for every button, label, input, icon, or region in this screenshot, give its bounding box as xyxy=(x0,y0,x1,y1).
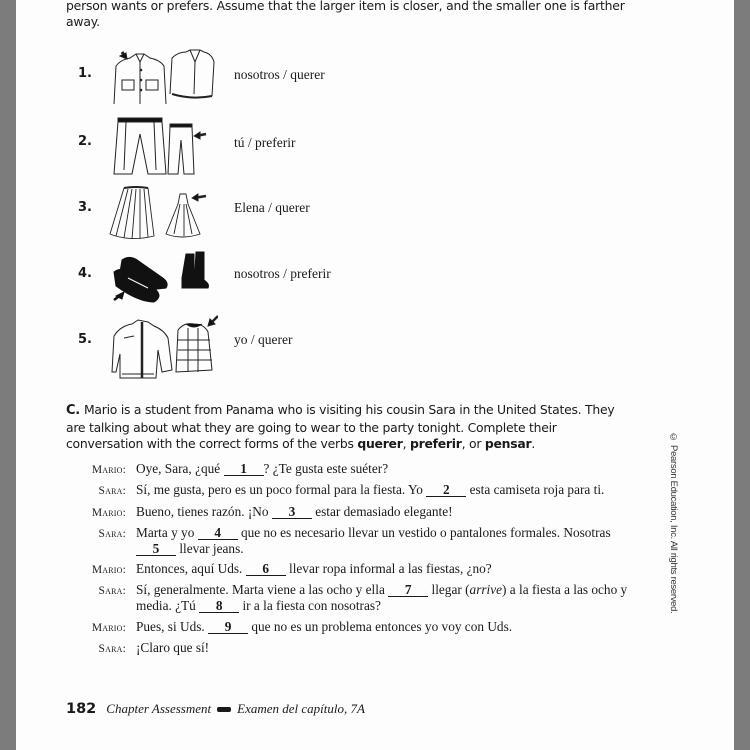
answer-blank-5[interactable]: 5 xyxy=(136,542,176,556)
exercise-item-2 xyxy=(16,112,616,172)
answer-blank-8[interactable]: 8 xyxy=(199,599,239,613)
page-number: 182 xyxy=(66,701,97,717)
gloss: arrive xyxy=(469,582,503,598)
speaker-label: Sara: xyxy=(98,485,126,498)
dialog-text xyxy=(136,504,642,521)
section-letter: C. xyxy=(66,403,80,418)
page-footer xyxy=(66,701,365,717)
text: ) a la fiesta a las ocho y media. ¿Tú xyxy=(136,582,628,614)
text: Sí, generalmente. Marta viene a las ocho y ella xyxy=(136,582,389,598)
shirt-and-vest-icon xyxy=(108,44,218,106)
speaker-label: Mario: xyxy=(91,564,126,577)
speaker-label: Sara: xyxy=(98,585,126,598)
exercise-item-5 xyxy=(16,312,616,372)
speaker-label: Sara: xyxy=(98,643,126,656)
dialog xyxy=(82,461,642,661)
speaker-label: Sara: xyxy=(98,527,126,540)
item-number: 2. xyxy=(78,134,92,149)
answer-blank-6[interactable]: 6 xyxy=(246,562,286,576)
answer-blank-3[interactable]: 3 xyxy=(272,505,312,519)
period: . xyxy=(531,436,536,451)
text: llevar ropa informal a las fiestas, ¿no? xyxy=(285,561,492,577)
answer-blank-2[interactable]: 2 xyxy=(426,483,466,497)
text: Oye, Sara, ¿qué xyxy=(136,461,224,476)
verb-querer: querer xyxy=(357,436,403,451)
chapter-title-en: Chapter Assessment xyxy=(106,701,212,716)
item-prompt: nosotros / querer xyxy=(234,67,325,82)
item-number: 4. xyxy=(78,266,92,281)
text: que no es un problema entonces yo voy con Uds. xyxy=(248,618,513,634)
dialog-text xyxy=(136,482,642,499)
dialog-text xyxy=(136,525,642,557)
item-prompt: yo / querer xyxy=(234,332,293,347)
chapter-title-es: Examen del capítulo, 7A xyxy=(237,701,365,716)
item-prompt: tú / preferir xyxy=(234,135,296,150)
dialog-text xyxy=(136,619,642,636)
item-prompt: Elena / querer xyxy=(234,200,310,215)
workbook-page xyxy=(16,0,734,750)
answer-blank-1[interactable]: 1 xyxy=(224,462,264,476)
exercise-item-3 xyxy=(16,180,616,240)
separator: , xyxy=(402,436,410,451)
text: Pues, si Uds. xyxy=(136,618,209,634)
dialog-text xyxy=(136,640,642,657)
text: llegar ( xyxy=(428,582,470,598)
dialog-line xyxy=(82,619,642,636)
dialog-line xyxy=(82,525,642,557)
separator: , or xyxy=(461,436,485,451)
separator-bar xyxy=(217,707,231,712)
item-number: 3. xyxy=(78,200,92,215)
item-prompt: nosotros / preferir xyxy=(234,266,331,281)
speaker-label: Mario: xyxy=(91,464,126,476)
jacket-and-coat-icon xyxy=(108,314,218,376)
dialog-text xyxy=(136,461,642,478)
shoes-and-boots-icon xyxy=(108,250,218,312)
speaker-label: Mario: xyxy=(91,506,126,519)
exercise-item-4 xyxy=(16,246,616,306)
speaker-label: Mario: xyxy=(91,621,126,634)
verb-preferir: preferir xyxy=(409,436,462,451)
dialog-line xyxy=(82,561,642,578)
answer-blank-9[interactable]: 9 xyxy=(208,620,248,634)
dialog-line xyxy=(82,582,642,614)
dialog-line xyxy=(82,482,642,499)
text: que no es necesario llevar un vestido o pantalones formales. Nosotras xyxy=(237,524,611,540)
text: Marta y yo xyxy=(136,524,198,540)
dialog-text xyxy=(136,561,642,578)
item-number: 5. xyxy=(78,332,92,347)
text: esta camiseta roja para ti. xyxy=(466,482,605,498)
section-c-text: Mario is a student from Panama who is visiting his cousin Sara in the United States. They are talking about what they are going to wear to the party tonight. Complete their conversation with the correct forms of the verbs xyxy=(66,402,615,451)
exercise-item-1 xyxy=(16,44,616,104)
dialog-text xyxy=(136,582,642,614)
answer-blank-4[interactable]: 4 xyxy=(198,526,238,540)
pants-icon xyxy=(108,114,218,176)
dialog-line xyxy=(82,640,642,657)
text: ? ¿Te gusta este suéter? xyxy=(263,461,389,476)
text: ¡Claro que sí! xyxy=(136,640,210,656)
text: estar demasiado elegante! xyxy=(311,503,453,519)
skirt-and-dress-icon xyxy=(108,184,218,246)
copyright-notice: © Pearson Education, Inc. All rights reserved. xyxy=(668,432,679,614)
dialog-line xyxy=(82,504,642,521)
text: ir a la fiesta con nosotras? xyxy=(239,598,381,614)
text: Bueno, tienes razón. ¡No xyxy=(136,503,272,519)
section-c-instructions xyxy=(66,402,626,453)
item-number: 1. xyxy=(78,66,92,81)
text: Sí, me gusta, pero es un poco formal para la fiesta. Yo xyxy=(136,482,427,498)
instructions-text: person wants or prefers. Assume that the larger item is closer, and the smaller one is farther away. xyxy=(66,0,625,29)
answer-blank-7[interactable]: 7 xyxy=(388,583,428,597)
dialog-line xyxy=(82,461,642,478)
text: llevar jeans. xyxy=(176,540,244,556)
text: Entonces, aquí Uds. xyxy=(136,561,246,577)
verb-pensar: pensar xyxy=(484,436,532,451)
